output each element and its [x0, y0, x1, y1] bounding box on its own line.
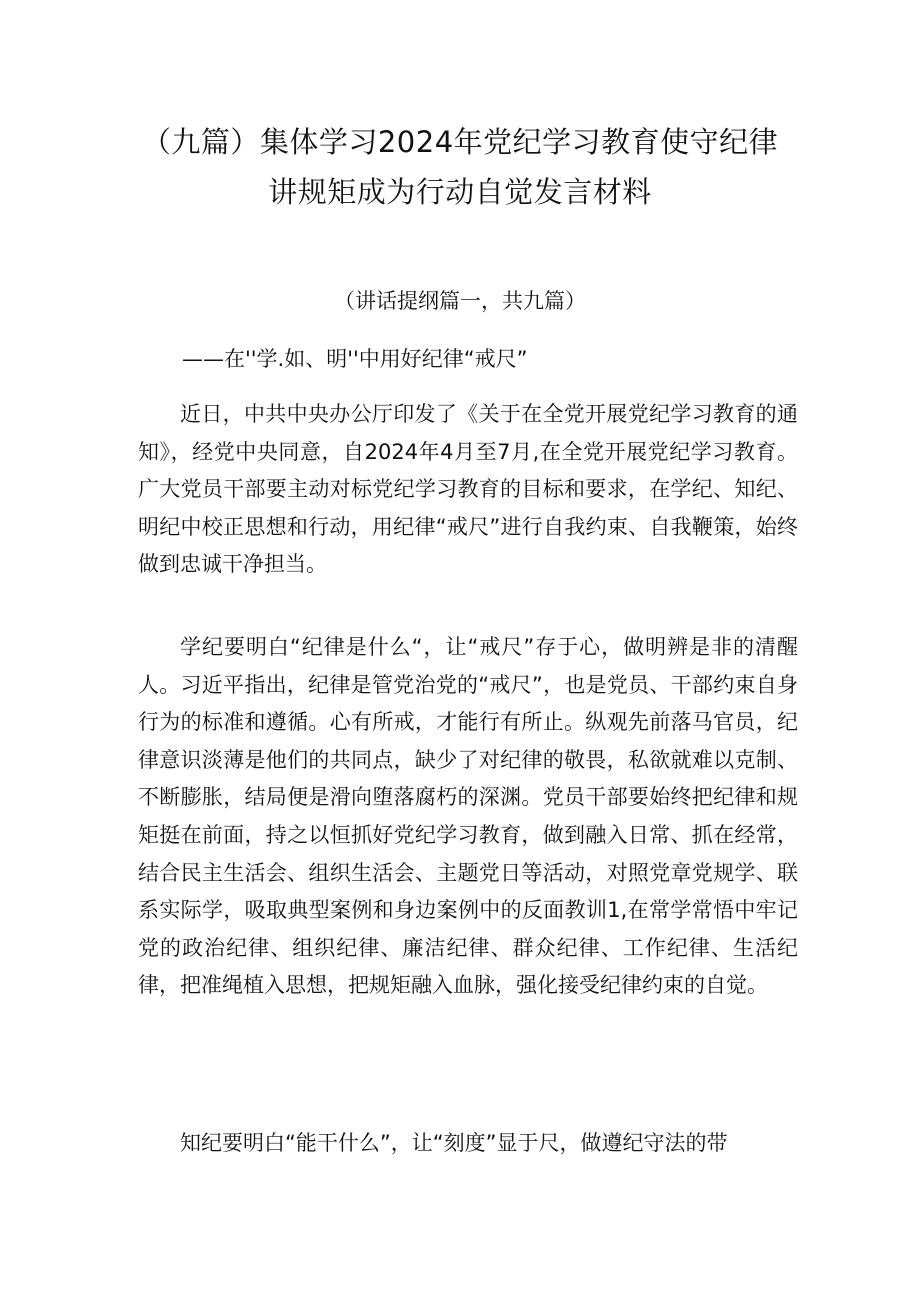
- body-paragraph: 学纪要明白“纪律是什么“，让“戒尺”存于心，做明辨是非的清醒人。习近平指出，纪律是管党治党的“戒尺”，也是党员、干部约束自身行为的标准和遵循。心有所戒，才能行有所止。纵观先前落马官员，纪律意识淡薄是他们的共同点，缺少了对纪律的敬畏，私欲就难以克制、不断膨胀，结局便是滑向堕落腐朽的深渊。党员干部要始终把纪律和规矩挺在前面，持之以恒抓好党纪学习教育，做到融入日常、抓在经常，结合民主生活会、组织生活会、主题党日等活动，对照党章党规学、联系实际学，吸取典型案例和身边案例中的反面教训1,在常学常悟中牢记党的政治纪律、组织纪律、廉洁纪律、群众纪律、工作纪律、生活纪律，把准绳植入思想，把规矩融入血脉，强化接受纪律约束的自觉。: [138, 635, 798, 998]
- document-title-line-2: 讲规矩成为行动自觉发言材料: [268, 175, 652, 209]
- body-paragraph: 近日，中共中央办公厅印发了《关于在全党开展党纪学习教育的通知》，经党中央同意，自2024年4月至7月,在全党开展党纪学习教育。广大党员干部要主动对标党纪学习教育的目标和要求，在学纪、知纪、明纪中校正思想和行动，用纪律“戒尺”进行自我约束、自我鞭策，始终做到忠诚干净担当。: [138, 402, 798, 577]
- document-title-line-1: （九篇）集体学习2024年党纪学习教育使守纪律: [141, 125, 779, 159]
- document-lead-line: ——在''学.如、明''中用好纪律“戒尺”: [182, 347, 528, 371]
- body-paragraph: 知纪要明白“能干什么”，让“刻度”显于尺，做遵纪守法的带: [180, 1131, 728, 1155]
- document-subtitle: （讲话提纲篇一，共九篇）: [334, 289, 586, 313]
